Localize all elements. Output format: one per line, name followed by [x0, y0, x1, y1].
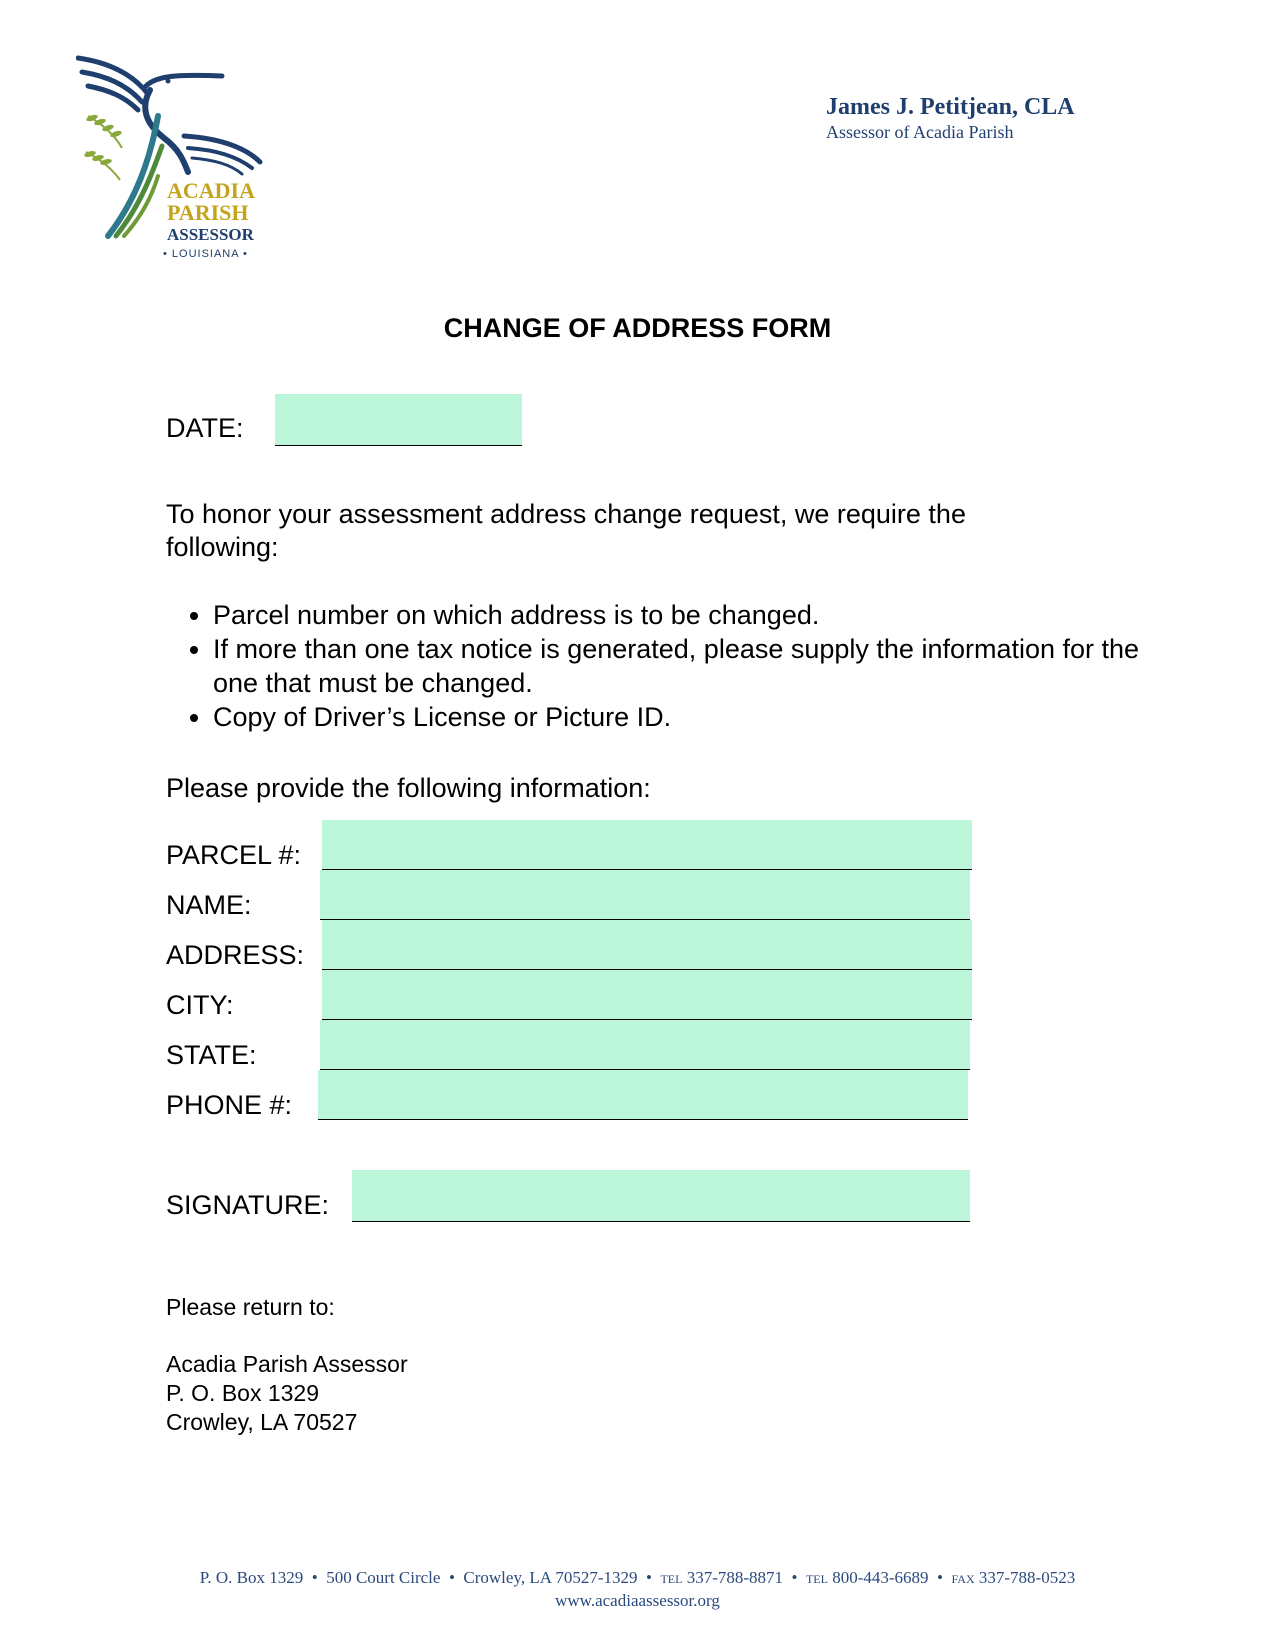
- form-title: CHANGE OF ADDRESS FORM: [443, 313, 832, 343]
- name-label: NAME:: [166, 890, 252, 920]
- footer-website[interactable]: www.acadiaassessor.org: [555, 1591, 720, 1610]
- footer-city: Crowley, LA 70527-1329: [463, 1568, 638, 1587]
- state-input[interactable]: [320, 1020, 970, 1070]
- return-address-line-3: Crowley, LA 70527: [166, 1409, 358, 1435]
- intro-text: To honor your assessment address change request, we require the: [166, 499, 966, 529]
- list-item: • Parcel number on which address is to be changed.: [213, 598, 1173, 632]
- footer-fax-label: FAX: [951, 1572, 975, 1586]
- logo-text-parish: PARISH: [167, 200, 249, 225]
- address-label: ADDRESS:: [166, 940, 305, 970]
- footer-tel-label: TEL: [805, 1572, 828, 1586]
- parcel-label: PARCEL #:: [166, 840, 302, 870]
- date-field[interactable]: [275, 394, 522, 446]
- assessor-name: James J. Petitjean, CLA: [826, 94, 1075, 120]
- heron-logo-graphic: [76, 50, 276, 275]
- list-item: • If more than one tax notice is generated, please supply the information for the one that must be changed.: [213, 632, 1173, 700]
- footer-street: 500 Court Circle: [326, 1568, 441, 1587]
- return-label: Please return to:: [166, 1294, 335, 1320]
- city-label: CITY:: [166, 990, 234, 1020]
- footer-tel-2: 800-443-6689: [832, 1568, 929, 1587]
- city-input[interactable]: [322, 970, 972, 1020]
- phone-input[interactable]: [318, 1070, 968, 1120]
- signature-label: SIGNATURE:: [166, 1190, 330, 1220]
- acadia-parish-assessor-logo: [76, 50, 276, 275]
- date-label: DATE:: [166, 413, 244, 443]
- phone-label: PHONE #:: [166, 1090, 293, 1120]
- footer-po-box: P. O. Box 1329: [199, 1568, 304, 1587]
- intro-text-cont: following:: [166, 532, 279, 562]
- footer-contact-line: P. O. Box 1329 • 500 Court Circle • Crowley, LA 70527-1329 • TEL 337-788-8871 • TEL 800-443-6689 • FAX 337-788-0523: [199, 1568, 1076, 1587]
- signature-input[interactable]: [352, 1170, 970, 1222]
- address-input[interactable]: [322, 920, 972, 970]
- footer-fax: 337-788-0523: [978, 1568, 1076, 1587]
- logo-text-acadia: ACADIA: [167, 178, 255, 203]
- requirements-list: [166, 598, 1173, 734]
- list-item: • Copy of Driver’s License or Picture ID.: [213, 700, 1173, 734]
- parcel-input[interactable]: [322, 820, 972, 870]
- name-input[interactable]: [320, 870, 970, 920]
- footer-tel-label: TEL: [660, 1572, 683, 1586]
- state-label: STATE:: [166, 1040, 257, 1070]
- footer-tel-1: 337-788-8871: [686, 1568, 784, 1587]
- logo-text-assessor: ASSESSOR: [167, 225, 254, 244]
- return-address-line-1: Acadia Parish Assessor: [166, 1351, 408, 1377]
- assessor-title: Assessor of Acadia Parish: [826, 122, 1014, 142]
- logo-text-louisiana: • LOUISIANA •: [163, 248, 248, 260]
- provide-info-text: Please provide the following information:: [166, 773, 651, 803]
- return-address-line-2: P. O. Box 1329: [166, 1380, 320, 1406]
